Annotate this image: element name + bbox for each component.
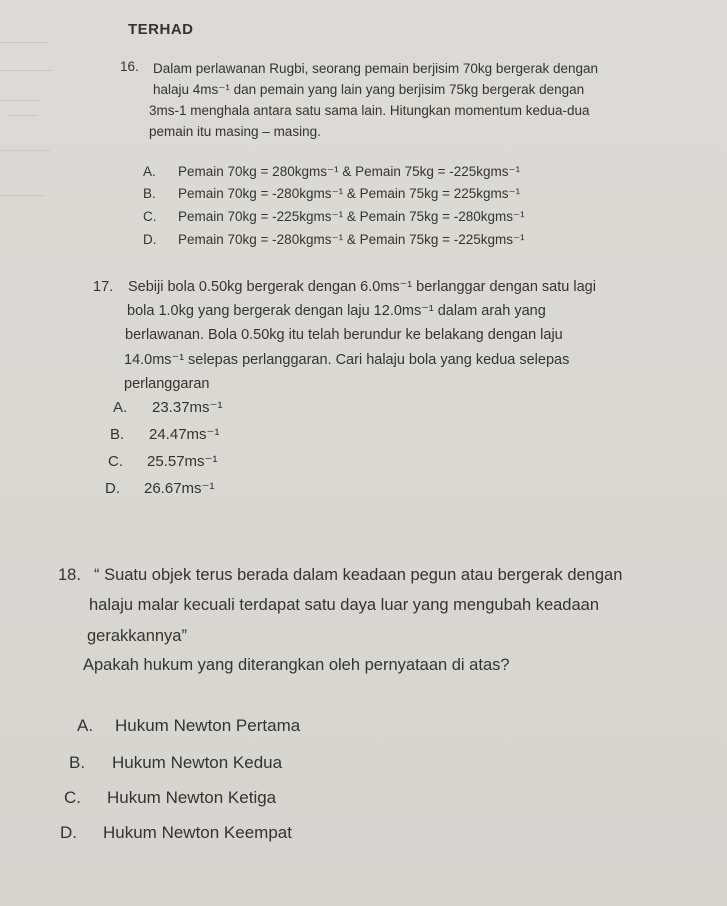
question-18-line-2: halaju malar kecuali terdapat satu daya luar yang mengubah keadaan — [89, 596, 600, 614]
question-17-line-2: bola 1.0kg yang bergerak dengan laju 12.0ms⁻¹ dalam arah yang — [127, 303, 546, 319]
q18-option-d-text: Hukum Newton Keempat — [103, 823, 292, 842]
q16-option-b-text: Pemain 70kg = -280kgms⁻¹ & Pemain 75kg = 225kgms⁻¹ — [178, 186, 521, 201]
q17-option-a-letter: A. — [113, 399, 128, 416]
classification-header: TERHAD — [128, 21, 194, 38]
question-16-line-3: 3ms-1 menghala antara satu sama lain. Hitungkan momentum kedua-dua — [149, 103, 590, 118]
question-17-line-1: Sebiji bola 0.50kg bergerak dengan 6.0ms⁻¹ berlanggar dengan satu lagi — [128, 279, 596, 295]
q16-option-d-letter: D. — [143, 232, 157, 247]
q16-option-c-text: Pemain 70kg = -225kgms⁻¹ & Pemain 75kg = -280kgms⁻¹ — [178, 209, 525, 224]
show-through-lines — [0, 0, 60, 240]
question-17-line-4: 14.0ms⁻¹ selepas perlanggaran. Cari halaju bola yang kedua selepas — [124, 352, 570, 368]
question-17-line-5: perlanggaran — [124, 376, 210, 392]
q16-option-d-text: Pemain 70kg = -280kgms⁻¹ & Pemain 75kg = -225kgms⁻¹ — [178, 232, 525, 247]
q18-option-c-letter: C. — [64, 788, 81, 807]
question-16-line-2: halaju 4ms⁻¹ dan pemain yang lain yang berjisim 75kg bergerak dengan — [153, 82, 585, 97]
q18-option-c-text: Hukum Newton Ketiga — [107, 788, 277, 807]
question-18-line-1: “ Suatu objek terus berada dalam keadaan pegun atau bergerak dengan — [94, 566, 623, 584]
q16-option-c-letter: C. — [143, 209, 157, 224]
q16-option-a-letter: A. — [143, 164, 156, 179]
q17-option-c-letter: C. — [108, 453, 123, 470]
q16-option-a-text: Pemain 70kg = 280kgms⁻¹ & Pemain 75kg = -225kgms⁻¹ — [178, 164, 521, 179]
question-17-line-3: berlawanan. Bola 0.50kg itu telah berundur ke belakang dengan laju — [125, 327, 563, 343]
q17-option-b-letter: B. — [110, 426, 125, 443]
q17-option-a-text: 23.37ms⁻¹ — [152, 399, 223, 416]
q17-option-d-text: 26.67ms⁻¹ — [144, 480, 215, 497]
q16-option-b-letter: B. — [143, 186, 156, 201]
q18-option-b-letter: B. — [69, 753, 86, 772]
question-16-number: 16. — [120, 59, 139, 74]
q18-option-d-letter: D. — [60, 823, 77, 842]
q18-option-b-text: Hukum Newton Kedua — [112, 753, 283, 772]
q17-option-d-letter: D. — [105, 480, 120, 497]
question-17-number: 17. — [93, 279, 114, 295]
question-16-line-1: Dalam perlawanan Rugbi, seorang pemain berjisim 70kg bergerak dengan — [153, 61, 599, 76]
q18-option-a-text: Hukum Newton Pertama — [115, 716, 301, 735]
q18-option-a-letter: A. — [77, 716, 94, 735]
question-18-line-4: Apakah hukum yang diterangkan oleh pernyataan di atas? — [83, 656, 510, 674]
q17-option-b-text: 24.47ms⁻¹ — [149, 426, 220, 443]
question-18-line-3: gerakkannya” — [87, 627, 187, 645]
question-16-line-4: pemain itu masing – masing. — [149, 124, 321, 139]
q17-option-c-text: 25.57ms⁻¹ — [147, 453, 218, 470]
question-18-number: 18. — [58, 566, 81, 584]
